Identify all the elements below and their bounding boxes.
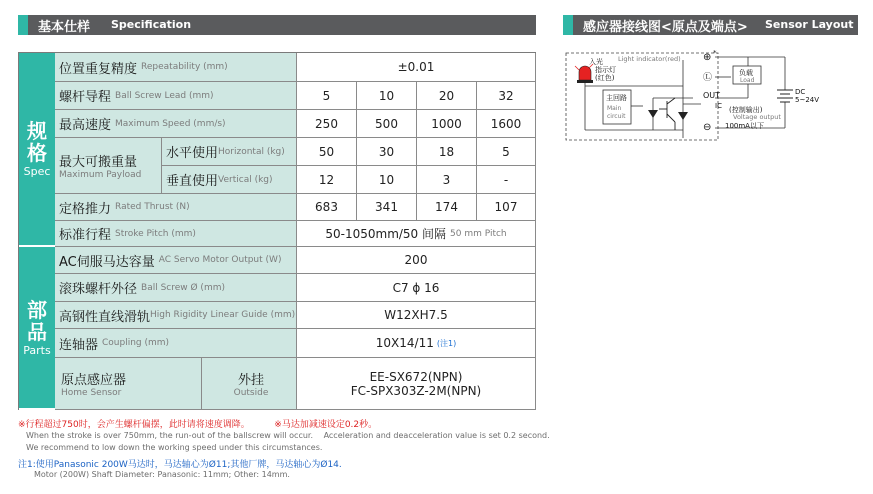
coupling-label xyxy=(55,329,297,358)
thrust-value: 683 xyxy=(297,194,357,221)
parts-group-en: Parts xyxy=(23,343,51,357)
screw-dia-zh: 滚珠螺杆外径 xyxy=(59,282,138,297)
light-zh-3: (红色) xyxy=(595,74,615,82)
speed-zh: 最高速度 xyxy=(59,118,112,133)
speed-value: 500 xyxy=(357,110,417,138)
home-sensor-type-zh: 外挂 xyxy=(237,373,264,388)
current-label: 100mA以下 xyxy=(725,122,764,130)
footnote-line-3: We recommend to low down the working speed under this circumstances. xyxy=(26,443,323,452)
parts-group-label xyxy=(19,247,55,410)
payload-vertical-value: 3 xyxy=(417,166,477,194)
motor-value: 200 xyxy=(297,247,536,274)
payload-vertical-value: 12 xyxy=(297,166,357,194)
footnote-line-1 xyxy=(18,417,377,430)
home-sensor-model-2: FC-SPX303Z-2M(NPN) xyxy=(350,383,482,398)
home-sensor-zh: 原点感应器 xyxy=(61,373,127,388)
horizontal-zh: 水平使用 xyxy=(166,146,219,161)
repeatability-value: ±0.01 xyxy=(297,53,536,82)
speed-label xyxy=(55,110,297,138)
stroke-warning-en: When the stroke is over 750mm, the run-out of the ballscrew will occur. xyxy=(26,431,314,440)
l-terminal: Ⓛ xyxy=(703,73,713,83)
transistor-icon xyxy=(659,98,675,130)
motor-zh: AC伺服马达容量 xyxy=(59,254,155,270)
main-en-1: Main xyxy=(607,105,622,112)
light-indicator-icon xyxy=(575,64,593,83)
guide-zh: 高钢性直线滑轨 xyxy=(59,309,151,325)
speed-value: 1600 xyxy=(477,110,536,138)
spec-group-zh-1: 规 xyxy=(27,119,47,143)
payload-label xyxy=(55,138,162,194)
vertical-zh: 垂直使用 xyxy=(166,174,219,189)
thrust-zh: 定格推力 xyxy=(59,201,112,217)
stroke-value-main: 50-1050mm/50 间隔 xyxy=(325,227,447,241)
repeatability-label xyxy=(55,53,297,82)
coupling-en: Coupling (mm) xyxy=(102,338,170,348)
coupling-value-text: 10X14/11 xyxy=(375,336,434,350)
out-label: OUT xyxy=(703,91,721,100)
light-zh-1: 入光 xyxy=(589,58,603,66)
payload-horizontal-label xyxy=(162,138,297,166)
control-en: Voltage output xyxy=(733,113,781,121)
spec-group-zh-2: 格 xyxy=(27,141,47,165)
lead-value: 32 xyxy=(477,82,536,110)
coupling-note: (注1) xyxy=(436,338,457,348)
thrust-value: 341 xyxy=(357,194,417,221)
spec-header-zh: 基本仕样 xyxy=(38,20,91,35)
header-accent xyxy=(563,15,573,35)
speed-value: 1000 xyxy=(417,110,477,138)
payload-horizontal-value: 18 xyxy=(417,138,477,166)
payload-vertical-value: - xyxy=(477,166,536,194)
coupling-value xyxy=(297,329,536,358)
thrust-value: 107 xyxy=(477,194,536,221)
stroke-warning-zh: ※行程超过750时，会产生螺杆偏摆，此时请将速度调降。 xyxy=(18,420,250,430)
payload-en: Maximum Payload xyxy=(59,170,142,180)
stroke-value xyxy=(297,221,536,247)
screw-dia-en: Ball Screw Ø (mm) xyxy=(141,282,225,293)
screw-dia-label xyxy=(55,274,297,302)
parts-group-zh-1: 部 xyxy=(27,297,47,322)
repeatability-zh: 位置重复精度 xyxy=(59,61,138,77)
thrust-value: 174 xyxy=(417,194,477,221)
payload-vertical-value: 10 xyxy=(357,166,417,194)
home-sensor-type xyxy=(202,358,297,410)
vertical-en: Vertical (kg) xyxy=(218,174,273,185)
lead-value: 5 xyxy=(297,82,357,110)
footnote-line-5: Motor (200W) Shaft Diameter: Panasonic: 11mm; Other: 14mm. xyxy=(34,470,290,479)
stroke-label xyxy=(55,221,297,247)
main-en-2: circuit xyxy=(607,113,626,120)
load-en: Load xyxy=(740,77,755,84)
light-en: Light indicator(red) xyxy=(618,55,681,63)
ic-label: IC xyxy=(715,102,722,110)
footnote-line-4 xyxy=(18,457,342,470)
payload-zh: 最大可搬重量 xyxy=(59,155,138,170)
light-zh-2: 指示灯 xyxy=(595,66,616,74)
stroke-zh: 标准行程 xyxy=(59,228,112,243)
lead-label xyxy=(55,82,297,110)
speed-en: Maximum Speed (mm/s) xyxy=(115,118,226,129)
thrust-en: Rated Thrust (N) xyxy=(115,202,190,212)
guide-en: High Rigidity Linear Guide (mm) xyxy=(150,310,296,320)
spec-table xyxy=(18,52,536,410)
repeatability-en: Repeatability (mm) xyxy=(141,62,228,72)
payload-horizontal-value: 30 xyxy=(357,138,417,166)
battery-icon xyxy=(777,90,793,102)
load-zh: 负载 xyxy=(739,69,753,77)
dc-label: DC xyxy=(795,88,806,96)
screw-dia-value: C7 ϕ 16 xyxy=(297,274,536,302)
payload-vertical-label xyxy=(162,166,297,194)
payload-horizontal-value: 50 xyxy=(297,138,357,166)
main-zh: 主回路 xyxy=(606,94,627,102)
lead-zh: 螺杆导程 xyxy=(59,90,112,105)
home-sensor-type-en: Outside xyxy=(233,388,269,398)
minus-terminal: ⊖ xyxy=(703,122,712,133)
sensor-header-en: Sensor Layout xyxy=(765,18,854,31)
lead-en: Ball Screw Lead (mm) xyxy=(115,90,214,101)
home-sensor-label xyxy=(55,358,202,410)
home-sensor-value xyxy=(297,358,536,410)
lead-value: 10 xyxy=(357,82,417,110)
home-sensor-model-1: EE-SX672(NPN) xyxy=(369,369,463,384)
guide-label xyxy=(55,302,297,329)
speed-value: 250 xyxy=(297,110,357,138)
stroke-value-en: 50 mm Pitch xyxy=(450,228,507,239)
sensor-header xyxy=(563,15,858,35)
note1-zh: 注1:使用Panasonic 200W马达时，马达轴心为Ø11;其他厂牌，马达轴心为Ø14. xyxy=(18,460,342,470)
sensor-wiring-diagram xyxy=(563,46,858,158)
footnote-line-2 xyxy=(26,431,550,440)
star-mark: * xyxy=(713,49,717,57)
guide-value: W12XH7.5 xyxy=(297,302,536,329)
horizontal-en: Horizontal (kg) xyxy=(218,146,285,157)
header-accent xyxy=(18,15,28,35)
motor-label xyxy=(55,247,297,274)
thrust-label xyxy=(55,194,297,221)
home-sensor-en: Home Sensor xyxy=(61,388,122,398)
accel-note-zh: ※马达加减速设定0.2秒。 xyxy=(274,420,378,430)
motor-en: AC Servo Motor Output (W) xyxy=(158,255,282,265)
coupling-zh: 连轴器 xyxy=(59,337,99,353)
payload-horizontal-value: 5 xyxy=(477,138,536,166)
voltage-label: 5~24V xyxy=(795,96,820,104)
spec-header-en: Specification xyxy=(111,18,192,31)
spec-group-en: Spec xyxy=(23,165,51,178)
spec-group-label xyxy=(19,53,55,247)
accel-note-en: Acceleration and deacceleration value is set 0.2 second. xyxy=(323,431,550,440)
plus-terminal: ⊕ xyxy=(703,52,712,63)
control-zh: (控制输出) xyxy=(729,106,763,114)
spec-header xyxy=(18,15,536,35)
sensor-header-zh: 感应器接线图<原点及端点> xyxy=(583,20,748,35)
parts-group-zh-2: 品 xyxy=(27,319,47,344)
stroke-en: Stroke Pitch (mm) xyxy=(115,228,196,239)
lead-value: 20 xyxy=(417,82,477,110)
